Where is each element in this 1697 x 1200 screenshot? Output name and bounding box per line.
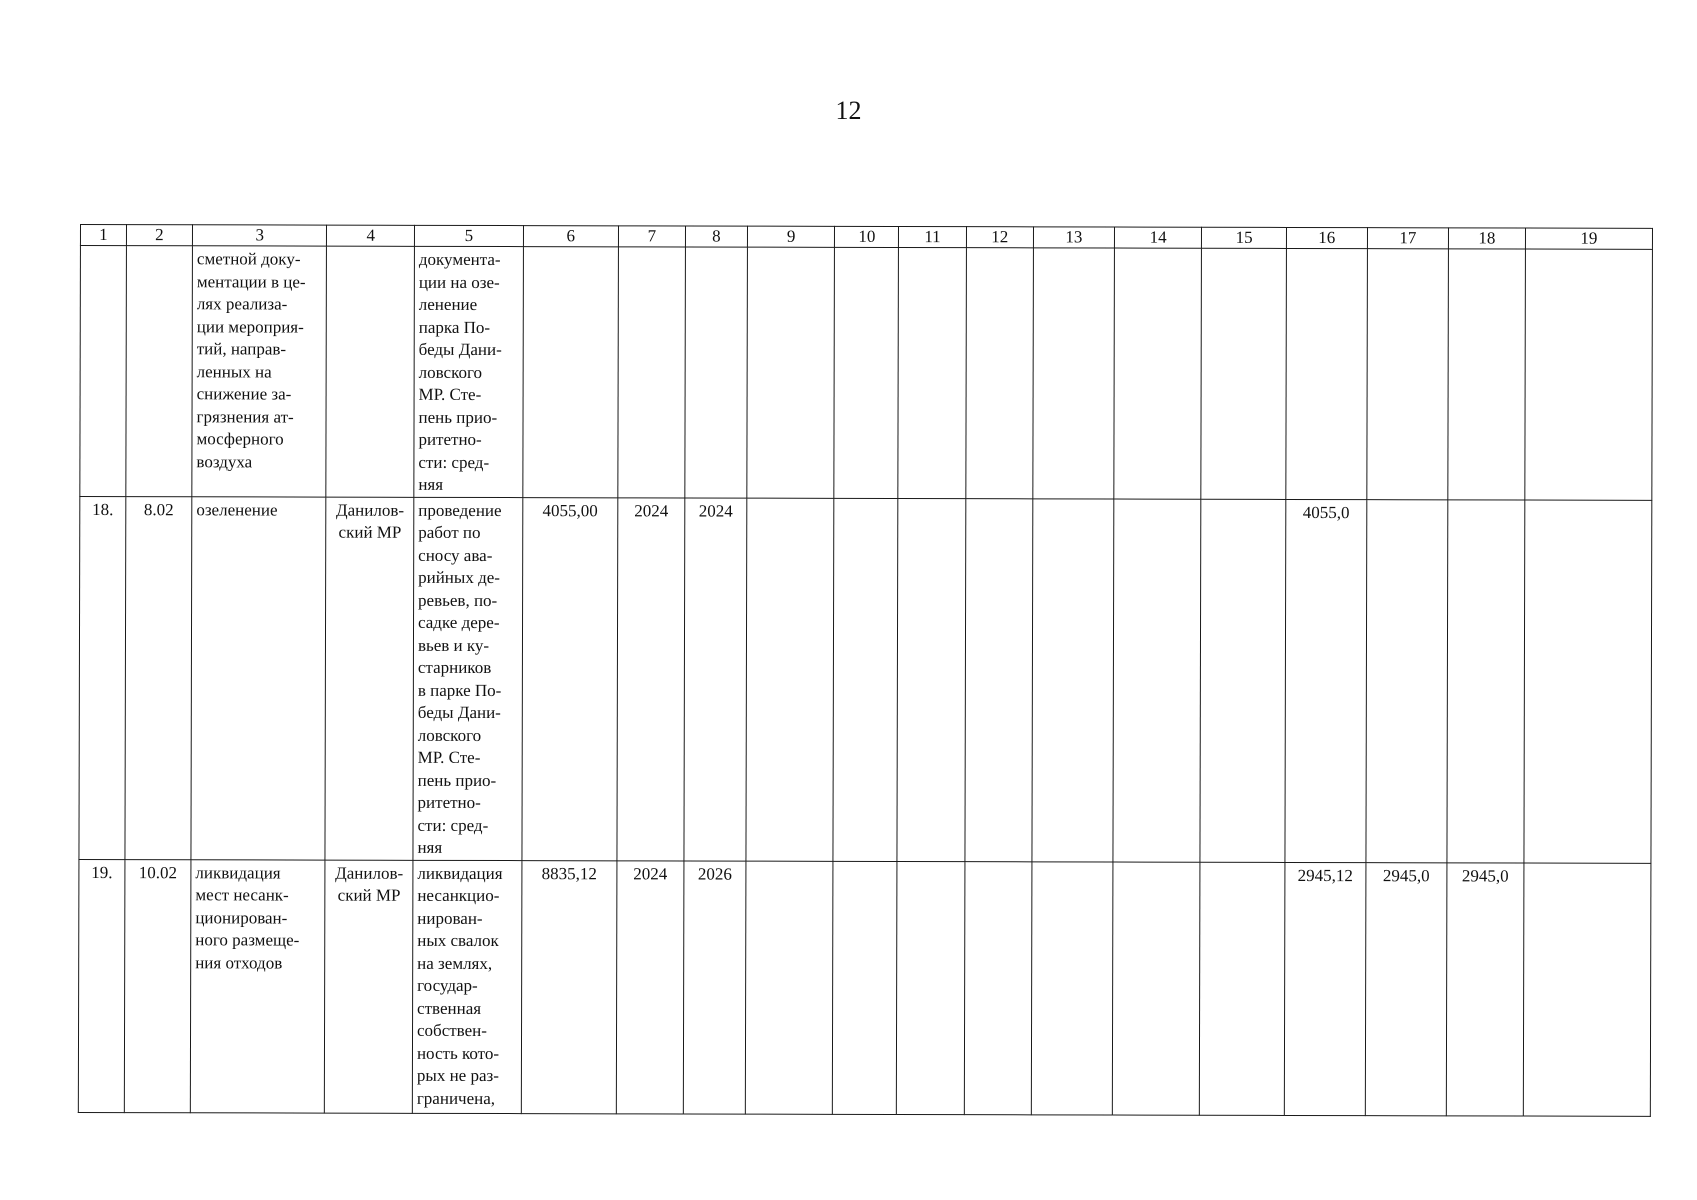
cell-col-13 [1031, 861, 1113, 1114]
cell-col-13 [1033, 248, 1115, 499]
cell-col-9 [745, 861, 833, 1114]
column-header: 12 [966, 227, 1033, 248]
cell-col-11 [897, 498, 965, 861]
column-header: 16 [1286, 227, 1367, 248]
cell-col-12 [965, 498, 1033, 861]
column-header: 11 [899, 227, 966, 248]
data-table [78, 224, 1653, 1116]
cell-district: Данилов- ский МР [325, 497, 413, 860]
column-header: 6 [523, 226, 618, 247]
cell-district: Данилов- ский МР [325, 860, 413, 1113]
cell-row-number: 19. [78, 859, 124, 1112]
cell-activity: сметной доку- ментации в це- лях реализа- ции мероприя- тий, направ- ленных на снижение за- грязнения ат- мосферного воздуха [192, 246, 327, 497]
page-number: 12 [835, 96, 862, 125]
cell-col-15 [1200, 862, 1285, 1115]
cell-col-12 [965, 248, 1033, 499]
cell-col-12 [964, 861, 1032, 1114]
cell-col-16: 4055,0 [1285, 499, 1367, 862]
column-header: 14 [1114, 227, 1202, 248]
cell-col-17 [1367, 249, 1449, 500]
column-header: 18 [1448, 228, 1525, 249]
cell-col-18 [1447, 499, 1525, 862]
cell-row-number [80, 246, 126, 497]
table-row [80, 246, 1653, 500]
cell-end-year [685, 247, 748, 498]
cell-start-year: 2024 [617, 497, 685, 860]
cell-col-15 [1201, 248, 1286, 499]
cell-col-14 [1114, 248, 1202, 499]
cell-col-10 [833, 861, 898, 1114]
column-header: 5 [414, 225, 523, 246]
cell-district [326, 246, 414, 497]
cell-total: 4055,00 [522, 497, 618, 860]
column-header: 3 [192, 225, 327, 246]
cell-end-year: 2024 [684, 497, 747, 860]
cell-col-19 [1523, 863, 1651, 1116]
column-header: 7 [618, 226, 685, 247]
cell-col-18: 2945,0 [1446, 862, 1523, 1115]
column-header: 17 [1367, 228, 1448, 249]
column-header: 1 [80, 225, 126, 246]
column-header: 19 [1525, 228, 1652, 249]
cell-end-year: 2026 [683, 860, 746, 1113]
cell-col-14 [1113, 499, 1201, 862]
cell-description: документа- ции на озе- ленение парка По- беды Дани- ловского МР. Сте- пень прио- ритетно- сти: сред- няя [414, 246, 523, 497]
cell-total: 8835,12 [521, 860, 617, 1113]
cell-col-17 [1366, 499, 1448, 862]
column-header: 13 [1033, 227, 1114, 248]
cell-col-19 [1525, 249, 1653, 500]
cell-activity: ликвидация мест несанк- ционирован- ного размеще- ния отходов [190, 859, 325, 1112]
cell-total [523, 247, 619, 498]
cell-col-15 [1200, 499, 1285, 862]
cell-start-year [618, 247, 686, 498]
cell-col-19 [1524, 500, 1652, 863]
cell-description: ликвидация несанкцио- нирован- ных свалок на землях, государ- ственная собствен- ность кото- рых не раз- граничена, [412, 860, 521, 1113]
cell-code [126, 246, 193, 497]
cell-description: проведение работ по сносу ава- рийных де- ревьев, по- садке дере- вьев и ку- старников в парке По- беды Дани- ловского МР. Сте- пень прио- ритетно- сти: сред- няя [413, 497, 523, 860]
cell-col-17: 2945,0 [1365, 862, 1447, 1115]
column-header: 10 [835, 226, 899, 247]
column-header: 9 [747, 226, 835, 247]
cell-col-18 [1448, 249, 1525, 500]
column-header: 2 [126, 225, 192, 246]
column-header: 15 [1202, 227, 1286, 248]
cell-col-13 [1032, 498, 1114, 861]
column-header: 4 [327, 225, 415, 246]
cell-col-16 [1286, 248, 1368, 499]
table-row [79, 496, 1652, 863]
cell-code: 8.02 [125, 496, 192, 859]
cell-col-10 [834, 247, 899, 498]
cell-row-number: 18. [79, 496, 126, 859]
cell-col-9 [747, 247, 835, 498]
cell-activity: озеленение [191, 496, 326, 859]
cell-col-11 [898, 248, 966, 499]
table-row [78, 859, 1651, 1116]
cell-code: 10.02 [124, 859, 191, 1112]
cell-col-9 [746, 498, 834, 861]
cell-col-10 [833, 498, 898, 861]
cell-col-16: 2945,12 [1284, 862, 1366, 1115]
column-header: 8 [685, 226, 747, 247]
cell-start-year: 2024 [616, 860, 684, 1113]
cell-col-11 [897, 861, 965, 1114]
cell-col-14 [1112, 862, 1200, 1115]
